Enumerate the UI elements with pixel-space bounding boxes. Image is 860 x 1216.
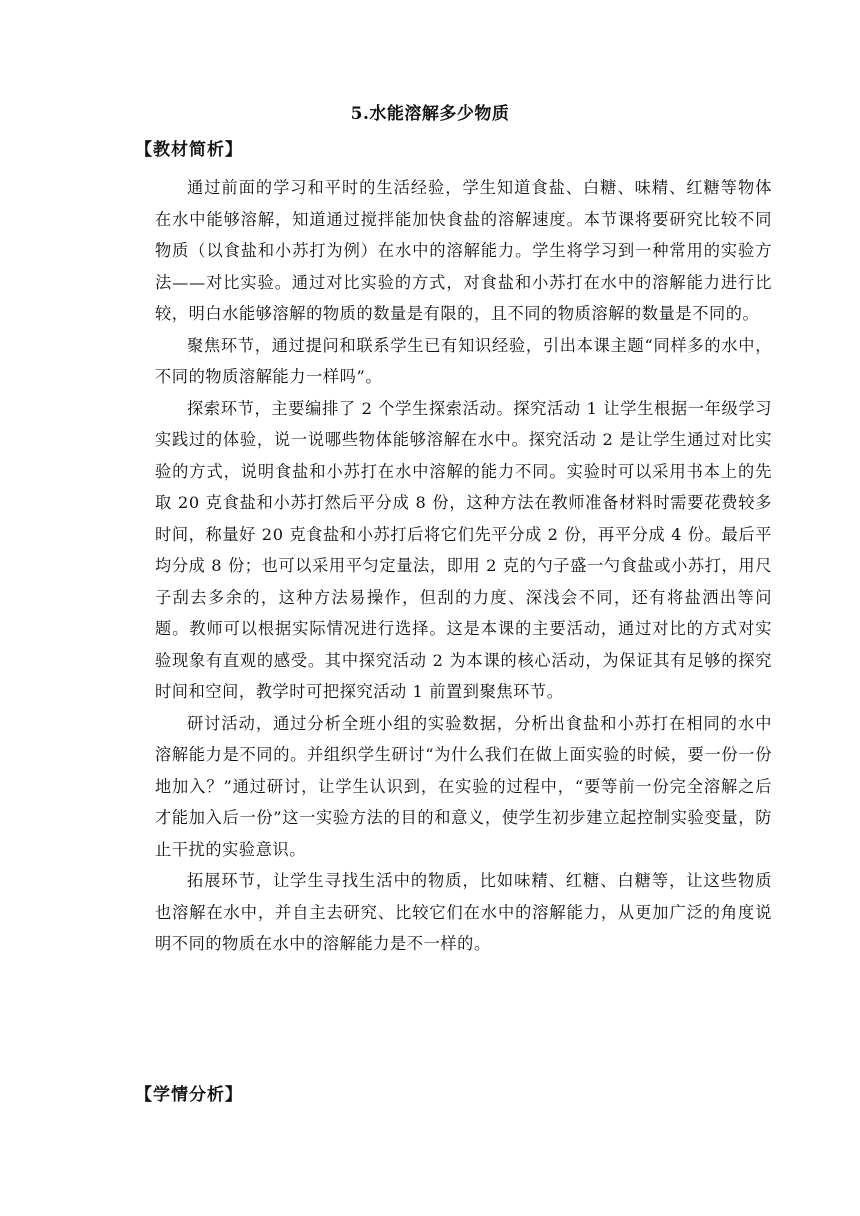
paragraph-extend: 拓展环节，让学生寻找生活中的物质，比如味精、红糖、白糖等，让这些物质也溶解在水中，并自主去研究、比较它们在水中的溶解能力，从更加广泛的角度说明不同的物质在水中的溶解能力是不一样的。 [155,871,772,953]
document-body [155,172,772,960]
document-title: 5.水能溶解多少物质 [350,104,510,124]
paragraph-focus: 聚焦环节，通过提问和联系学生已有知识经验，引出本课主题“同样多的水中，不同的物质溶解能力一样吗”。 [155,335,772,386]
paragraph-overview: 通过前面的学习和平时的生活经验，学生知道食盐、白糖、味精、红糖等物体在水中能够溶解，知道通过搅拌能加快食盐的溶解速度。本节课将要研究比较不同物质（以食盐和小苏打为例）在水中的溶解能力。学生将学习到一种常用的实验方法——对比实验。通过对比实验的方式，对食盐和小苏打在水中的溶解能力进行比较，明白水能够溶解的物质的数量是有限的，且不同的物质溶解的数量是不同的。 [155,178,772,323]
paragraph-discuss: 研讨活动，通过分析全班小组的实验数据，分析出食盐和小苏打在相同的水中溶解能力是不同的。并组织学生研讨“为什么我们在做上面实验的时候，要一份一份地加入？”通过研讨，让学生认识到，在实验的过程中，“要等前一份完全溶解之后才能加入后一份”这一实验方法的目的和意义，使学生初步建立起控制实验变量，防止干扰的实验意识。 [155,713,772,859]
section-heading-textbook-analysis: 【教材简析】 [135,140,243,160]
paragraph-explore: 探索环节，主要编排了 2 个学生探索活动。探究活动 1 让学生根据一年级学习实践过的体验，说一说哪些物体能够溶解在水中。探究活动 2 是让学生通过对比实验的方式，说明食盐和小苏打在水中溶解的能力不同。实验时可以采用书本上的先取 20 克食盐和小苏打然后平分成 8 份，这种方法在教师准备材料时需要花费较多时间，称量好 20 克食盐和小苏打后将它们先平分成 2 份，再平分成 4 份。最后平均分成 8 份；也可以采用平匀定量法，即用 2 克的勺子盛一勺食盐或小苏打，用尺子刮去多余的，这种方法易操作，但刮的力度、深浅会不同，还有将盐洒出等问题。教师可以根据实际情况进行选择。这是本课的主要活动，通过对比的方式对实验现象有直观的感受。其中探究活动 2 为本课的核心活动，为保证其有足够的探究时间和空间，教学时可把探究活动 1 前置到聚焦环节。 [155,398,772,701]
section-heading-learner-analysis: 【学情分析】 [135,1085,243,1105]
